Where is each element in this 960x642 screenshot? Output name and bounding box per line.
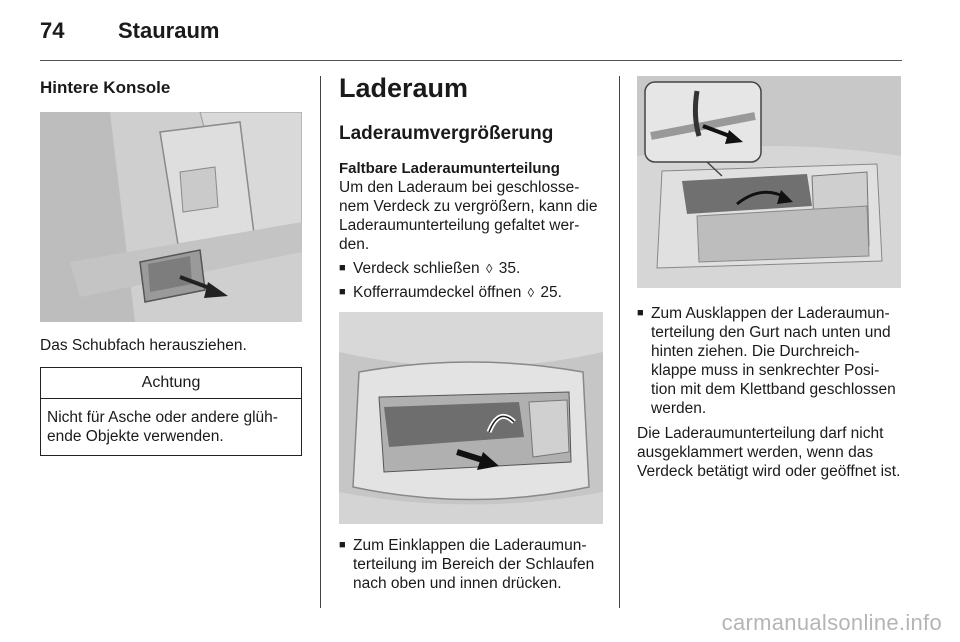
bullet-text: Kofferraumdeckel öffnen [353,284,522,301]
subsection-title: Laderaumvergrößerung [339,123,554,144]
minor-heading: Faltbare Laderaumunterteilung [339,160,560,177]
page-number: 74 [40,18,65,43]
trunk-fold-illustration [339,312,603,524]
drawer-illustration [40,112,302,322]
column-2 [339,72,603,593]
list-item [339,259,603,278]
bullet-icon: ■ [339,286,346,298]
bullet-icon: ■ [339,539,346,551]
rear-console-figure [40,112,302,322]
note-paragraph: Die Laderaumunterteilung darf nicht ausgeklammert werden, wenn das Verdeck betätigt wird oder geöffnet ist. [637,425,901,480]
intro-paragraph: Um den Laderaum bei geschlosse-nem Verdeck zu vergrößern, kann die Laderaumunterteilung gefaltet wer-den. [339,179,598,253]
rear-console-heading: Hintere Konsole [40,78,171,97]
column-3 [637,72,901,481]
bullet-icon: ■ [339,262,346,274]
column-1 [40,72,302,456]
page-reference[interactable]: 35. [498,260,521,277]
column-divider-1 [320,76,321,608]
trunk-folding-figure [339,312,603,524]
page-header [40,18,219,48]
watermark-text: carmanualsonline.info [721,610,942,635]
bullet-text: Verdeck schließen [353,260,480,277]
warning-box [40,367,302,456]
trunk-unfold-illustration [637,76,901,288]
trunk-unfold-figure [637,76,901,288]
list-item [637,304,901,418]
drawer-caption: Das Schubfach herausziehen. [40,337,247,354]
chapter-title: Stauraum [118,18,220,43]
header-divider [40,60,902,61]
warning-title: Achtung [41,368,301,399]
list-item [339,283,603,302]
list-item [339,536,603,593]
xref-icon: ◊ [485,261,493,276]
warning-text: Nicht für Asche oder andere glüh-ende Objekte verwenden. [47,409,278,445]
page-reference[interactable]: 25. [540,284,562,301]
section-title: Laderaum [339,73,469,103]
bullet-text: Zum Einklappen die Laderaumun-terteilung im Bereich der Schlaufen nach oben und innen drücken. [353,537,595,592]
column-divider-2 [619,76,620,608]
bullet-icon: ■ [637,307,644,319]
xref-icon: ◊ [527,285,535,300]
bullet-text: Zum Ausklappen der Laderaumun-terteilung den Gurt nach unten und hinten ziehen. Die Durchreich-klappe muss in senkrechter Posi-tion mit dem Klettband geschlossen werden. [651,305,896,417]
